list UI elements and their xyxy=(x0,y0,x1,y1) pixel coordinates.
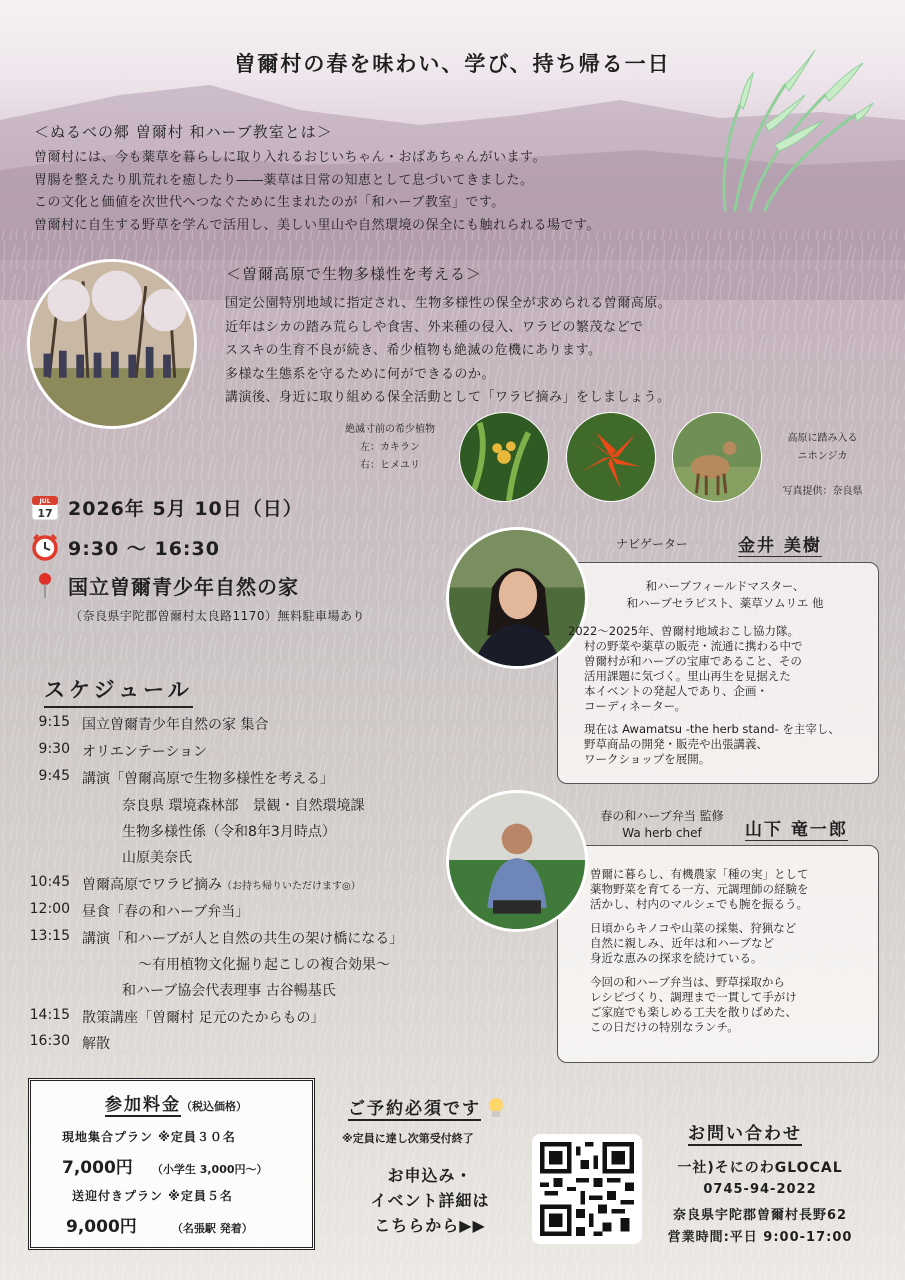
apply-line: お申込み・ xyxy=(387,1166,473,1185)
qr-code-image xyxy=(540,1142,634,1236)
susuki-grass-illustration xyxy=(705,45,875,215)
schedule-text: オリエンテーション xyxy=(82,744,208,760)
chef-bio xyxy=(590,867,809,1035)
fee-heading xyxy=(105,1090,247,1115)
schedule-time: 12:00 xyxy=(29,901,70,917)
navigator-photo xyxy=(446,527,588,669)
navigator-bio-line: コーディネーター。 xyxy=(584,699,687,713)
alarm-clock-icon xyxy=(30,532,60,562)
navigator-bio-line: ワークショップを展開。 xyxy=(584,752,711,766)
chef-bio-line: 身近な恵みの探求を続けている。 xyxy=(590,951,763,965)
schedule-text: 奈良県 環境森林部 景観・自然環境課 xyxy=(122,798,365,814)
schedule-time: 16:30 xyxy=(29,1033,70,1049)
schedule-text: 解散 xyxy=(82,1036,110,1052)
group-photo-image xyxy=(30,262,194,426)
fee-price-row-1 xyxy=(62,1153,268,1178)
intro-line: 曽爾村に自生する野草を学んで活用し、美しい里山や自然環境の保全にも触れられる場です。 xyxy=(34,217,600,233)
fee-title: 参加料金 xyxy=(105,1095,181,1115)
plants-caption xyxy=(330,421,450,475)
group-photo xyxy=(27,259,197,429)
schedule-time: 14:15 xyxy=(29,1007,70,1023)
schedule-text: 散策講座「曽爾村 足元のたからもの」 xyxy=(82,1010,325,1026)
navigator-bio xyxy=(568,624,840,767)
chef-bio-line xyxy=(590,966,809,975)
schedule-text: 国立曽爾青少年自然の家 集合 xyxy=(82,717,269,733)
chef-bio-line: 薬物野菜を育てる一方、元調理師の経験を xyxy=(590,882,809,896)
headline: 曽爾村の春を味わい、学び、持ち帰る一日 xyxy=(234,52,671,76)
fee-plan-1: 現地集合プラン ※定員３０名 xyxy=(62,1130,236,1144)
apply-link[interactable] xyxy=(340,1163,520,1238)
chef-bio-line: 今回の和ハーブ弁当は、野草採取から xyxy=(590,975,785,989)
chef-image xyxy=(449,793,585,929)
intro-line: 曽爾村には、今も薬草を暮らしに取り入れるおじいちゃん・おばあちゃんがいます。 xyxy=(34,150,546,165)
fee-price-row-2 xyxy=(66,1212,253,1237)
schedule-time: 9:15 xyxy=(38,714,70,730)
pin-icon xyxy=(30,570,60,600)
calendar-icon xyxy=(30,492,60,522)
contact-title: お問い合わせ xyxy=(688,1119,802,1146)
event-venue-row xyxy=(30,570,299,600)
himeyuri-image xyxy=(567,413,655,501)
schedule-text: 〜有用植物文化掘り起こしの複合効果〜 xyxy=(138,957,390,973)
navigator-bio-line: 村の野菜や薬草の販売・流通に携わる中で xyxy=(584,639,803,653)
biodiversity-title: ＜曽爾高原で生物多様性を考える＞ xyxy=(226,265,483,283)
apply-line: イベント詳細は xyxy=(370,1191,490,1210)
navigator-bio-line: 曽爾村が和ハーブの宝庫であること、その xyxy=(584,654,802,668)
intro-text xyxy=(34,147,600,237)
navigator-title-line: 和ハーブフィールドマスター、 xyxy=(645,579,805,593)
kakiran-photo xyxy=(459,412,549,502)
fee-price-1-note: （小学生 3,000円〜） xyxy=(151,1163,268,1176)
navigator-bio-line: 本イベントの発起人であり、企画・ xyxy=(584,684,768,698)
himeyuri-photo xyxy=(566,412,656,502)
contact-hours: 営業時間:平日 9:00-17:00 xyxy=(667,1230,853,1245)
chef-bio-line: レシピづくり、調理まで一貫して手がけ xyxy=(590,990,797,1004)
fee-price-2: 9,000円 xyxy=(66,1217,137,1237)
contact-phone[interactable]: 0745-94-2022 xyxy=(703,1182,817,1197)
plants-caption-line: 左：カキラン xyxy=(360,442,420,453)
navigator-role: ナビゲーター xyxy=(616,537,689,551)
biodiversity-line: ススキの生育不良が続き、希少植物も絶滅の危機にあります。 xyxy=(225,343,602,358)
reservation-note: ※定員に達し次第受付終了 xyxy=(342,1132,474,1145)
chef-bio-line: 活かし、村内のマルシェでも腕を振るう。 xyxy=(590,897,808,911)
schedule-time: 9:30 xyxy=(38,741,70,757)
schedule-title: スケジュール xyxy=(44,674,193,708)
event-address: （奈良県宇陀郡曽爾村太良路1170）無料駐車場あり xyxy=(70,609,366,623)
schedule-text: 昼食「春の和ハーブ弁当」 xyxy=(82,904,250,920)
biodiversity-text xyxy=(225,292,671,410)
schedule-list xyxy=(20,714,460,1054)
navigator-title-line: 和ハーブセラピスト、薬草ソムリエ 他 xyxy=(626,596,824,610)
chef-bio-line: 自然に親しみ、近年は和ハーブなど xyxy=(590,936,775,950)
navigator-bio-line: 現在は Awamatsu -the herb stand- を主宰し、 xyxy=(584,722,840,736)
kakiran-image xyxy=(460,413,548,501)
contact-address: 奈良県宇陀郡曽爾村長野62 xyxy=(672,1208,848,1223)
fee-tax-note: （税込価格） xyxy=(181,1100,247,1113)
schedule-text: 山原美奈氏 xyxy=(122,850,192,866)
intro-line: 胃腸を整えたり肌荒れを癒したり――薬草は日常の知恵として息づいてきました。 xyxy=(34,172,534,188)
event-date: 2026年 5月 10日（日） xyxy=(68,497,303,520)
chef-role-line: 春の和ハーブ弁当 監修 xyxy=(600,809,724,823)
photo-credit: 写真提供：奈良県 xyxy=(782,486,863,497)
contact-org: 一社)そにのわGLOCAL xyxy=(677,1160,843,1176)
apply-line: こちらから▶▶ xyxy=(374,1216,486,1235)
schedule-time: 13:15 xyxy=(29,928,70,944)
fee-price-2-note: （名張駅 発着） xyxy=(171,1222,253,1235)
schedule-text: 曽爾高原でワラビ摘み xyxy=(82,877,222,893)
event-time: 9:30 〜 16:30 xyxy=(68,537,220,560)
chef-photo xyxy=(446,790,588,932)
navigator-bio-line xyxy=(568,714,840,722)
biodiversity-line: 近年はシカの踏み荒らしや食害、外来種の侵入、ワラビの繁茂などで xyxy=(225,319,644,335)
navigator-bio-line: 活用課題に気づく。里山再生を見据えた xyxy=(584,669,791,683)
schedule-text: 生物多様性係（令和8年3月時点） xyxy=(122,824,336,840)
reservation-heading xyxy=(348,1094,506,1124)
deer-caption-line: ニホンジカ xyxy=(797,451,848,462)
schedule-text: 講演「曽爾高原で生物多様性を考える」 xyxy=(82,771,334,787)
biodiversity-line: 多様な生態系を守るために何ができるのか。 xyxy=(225,366,496,382)
intro-line: この文化と価値を次世代へつなぐために生まれたのが「和ハーブ教室」です。 xyxy=(34,195,505,210)
chef-bio-line xyxy=(590,912,809,921)
deer-photo xyxy=(672,412,762,502)
biodiversity-line: 国定公園特別地域に指定され、生物多様性の保全が求められる曽爾高原。 xyxy=(225,296,672,311)
fee-plan-2: 送迎付きプラン ※定員５名 xyxy=(72,1189,233,1203)
fee-price-1: 7,000円 xyxy=(62,1158,133,1178)
event-venue: 国立曽爾青少年自然の家 xyxy=(68,574,299,599)
schedule-text: 講演「和ハーブが人と自然の共生の架け橋になる」 xyxy=(82,931,404,947)
event-time-row xyxy=(30,532,220,562)
chef-role-line: Wa herb chef xyxy=(622,826,702,840)
chef-role xyxy=(598,808,726,842)
schedule-time: 9:45 xyxy=(38,768,70,784)
lightbulb-icon xyxy=(486,1096,506,1124)
plants-caption-line: 右：ヒメユリ xyxy=(360,460,420,471)
navigator-titles xyxy=(590,578,860,612)
navigator-bio-line: 野草商品の開発・販売や出張講義、 xyxy=(584,737,768,751)
schedule-time: 10:45 xyxy=(29,874,70,890)
schedule-note: （お持ち帰りいただけます◎） xyxy=(222,881,361,892)
intro-title: ＜ぬるべの郷 曽爾村 和ハーブ教室とは＞ xyxy=(34,123,333,141)
plants-caption-line: 絶滅寸前の希少植物 xyxy=(345,424,435,435)
calendar-day: 17 xyxy=(37,507,53,520)
chef-bio-line: この日だけの特別なランチ。 xyxy=(590,1020,739,1034)
deer-image xyxy=(673,413,761,501)
deer-caption xyxy=(775,430,870,466)
chef-bio-line: ご家庭でも楽しめる工夫を散りばめた、 xyxy=(590,1005,797,1019)
navigator-bio-line: 2022〜2025年、曽爾村地域おこし協力隊。 xyxy=(568,624,800,638)
chef-bio-line: 日頃からキノコや山菜の採集、狩猟など xyxy=(590,921,797,935)
event-date-row xyxy=(30,492,303,522)
reservation-title: ご予約必須です xyxy=(348,1099,481,1119)
chef-name: 山下 竜一郎 xyxy=(745,815,848,841)
navigator-image xyxy=(449,530,585,666)
qr-code[interactable] xyxy=(532,1134,642,1244)
schedule-text: 和ハーブ協会代表理事 古谷暢基氏 xyxy=(122,983,336,999)
calendar-month: JUL xyxy=(39,498,51,505)
navigator-name: 金井 美樹 xyxy=(738,531,822,557)
biodiversity-line: 講演後、身近に取り組める保全活動として「ワラビ摘み」をしましょう。 xyxy=(225,390,671,405)
chef-bio-line: 曽爾に暮らし、有機農家「種の実」として xyxy=(590,867,809,881)
deer-caption-line: 高原に踏み入る xyxy=(787,433,858,444)
